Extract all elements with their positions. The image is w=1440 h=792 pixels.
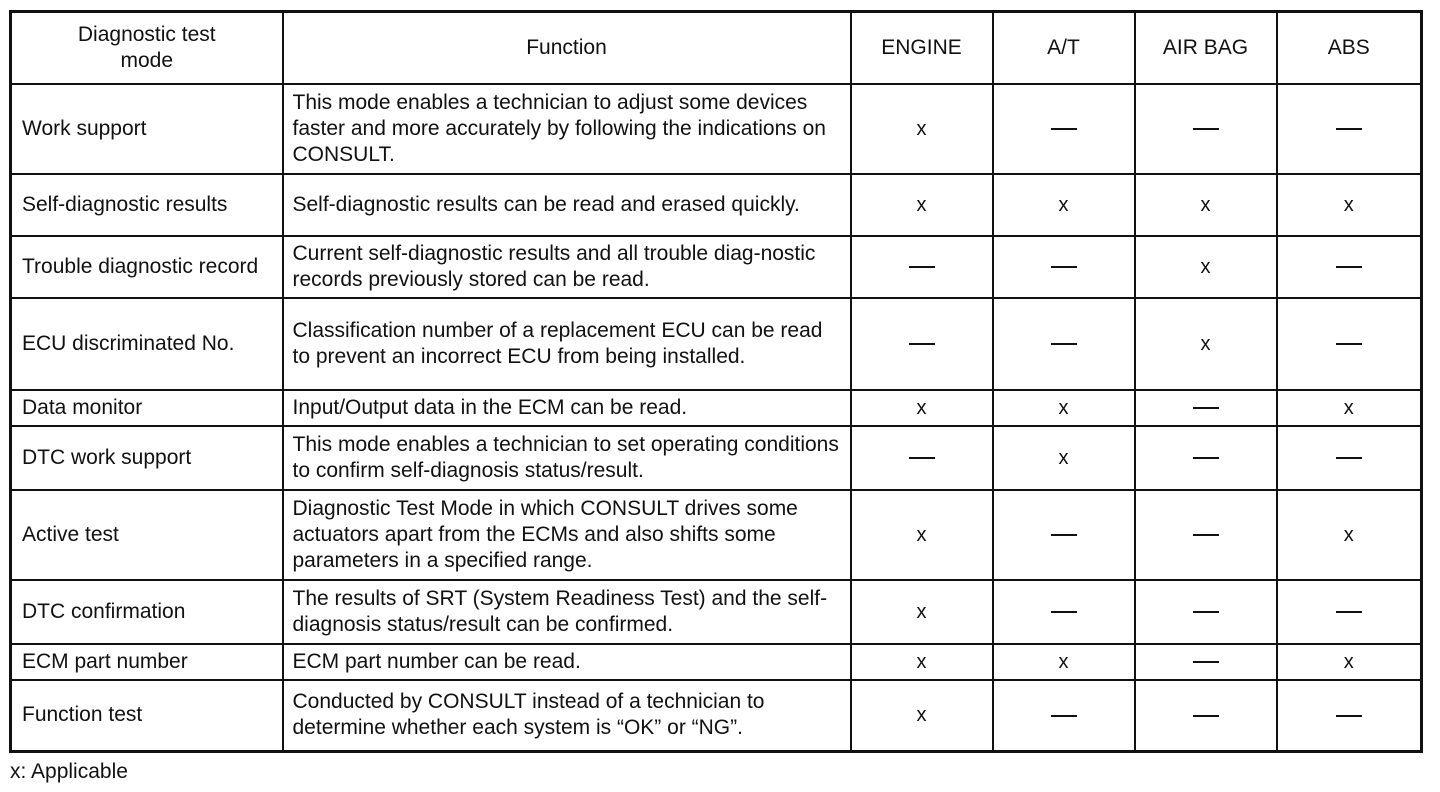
- header-air-bag: AIR BAG: [1135, 12, 1277, 84]
- mode-cell: Data monitor: [11, 390, 283, 426]
- not-applicable-dash: [1336, 128, 1362, 130]
- air-bag-cell: [1135, 426, 1277, 490]
- mode-cell: DTC work support: [11, 426, 283, 490]
- mode-cell: Function test: [11, 680, 283, 752]
- applicable-mark: x: [1200, 332, 1211, 355]
- not-applicable-dash: [1193, 661, 1219, 663]
- header-function: Function: [283, 12, 851, 84]
- function-cell: Current self-diagnostic results and all trouble diag-nostic records previously stored can be read.: [283, 236, 851, 298]
- air-bag-cell: [1135, 174, 1277, 236]
- engine-cell: [851, 490, 993, 580]
- header-diagnostic-test-mode: Diagnostic test mode: [11, 12, 283, 84]
- applicable-mark: x: [916, 704, 927, 727]
- engine-cell: [851, 644, 993, 680]
- mode-cell: ECU discriminated No.: [11, 298, 283, 390]
- table-row: [11, 680, 1422, 752]
- function-cell: Conducted by CONSULT instead of a technician to determine whether each system is “OK” or “NG”.: [283, 680, 851, 752]
- not-applicable-dash: [1051, 266, 1077, 268]
- abs-cell: [1277, 490, 1422, 580]
- air-bag-cell: [1135, 390, 1277, 426]
- not-applicable-dash: [1193, 128, 1219, 130]
- not-applicable-dash: [1193, 407, 1219, 409]
- engine-cell: [851, 174, 993, 236]
- air-bag-cell: [1135, 644, 1277, 680]
- engine-cell: [851, 680, 993, 752]
- engine-cell: [851, 84, 993, 174]
- applicable-mark: x: [1343, 193, 1354, 216]
- applicable-mark: x: [1343, 523, 1354, 546]
- applicable-mark: x: [1343, 396, 1354, 419]
- applicable-mark: x: [916, 523, 927, 546]
- applicable-mark: x: [916, 396, 927, 419]
- air-bag-cell: [1135, 236, 1277, 298]
- not-applicable-dash: [1051, 715, 1077, 717]
- abs-cell: [1277, 644, 1422, 680]
- not-applicable-dash: [909, 266, 935, 268]
- not-applicable-dash: [1051, 343, 1077, 345]
- air-bag-cell: [1135, 490, 1277, 580]
- at-cell: [993, 490, 1135, 580]
- header-engine: ENGINE: [851, 12, 993, 84]
- header-at: A/T: [993, 12, 1135, 84]
- function-cell: ECM part number can be read.: [283, 644, 851, 680]
- at-cell: [993, 390, 1135, 426]
- mode-cell: Self-diagnostic results: [11, 174, 283, 236]
- abs-cell: [1277, 298, 1422, 390]
- header-row: [11, 12, 1422, 84]
- applicable-mark: x: [916, 650, 927, 673]
- abs-cell: [1277, 236, 1422, 298]
- mode-cell: Work support: [11, 84, 283, 174]
- engine-cell: [851, 298, 993, 390]
- at-cell: [993, 680, 1135, 752]
- applicable-mark: x: [1058, 193, 1069, 216]
- applicable-mark: x: [916, 600, 927, 623]
- abs-cell: [1277, 580, 1422, 644]
- table-row: [11, 490, 1422, 580]
- applicable-mark: x: [916, 193, 927, 216]
- abs-cell: [1277, 84, 1422, 174]
- table-row: [11, 644, 1422, 680]
- abs-cell: [1277, 680, 1422, 752]
- applicable-mark: x: [916, 117, 927, 140]
- at-cell: [993, 84, 1135, 174]
- not-applicable-dash: [1193, 534, 1219, 536]
- mode-cell: DTC confirmation: [11, 580, 283, 644]
- function-cell: Input/Output data in the ECM can be read.: [283, 390, 851, 426]
- function-cell: Self-diagnostic results can be read and erased quickly.: [283, 174, 851, 236]
- at-cell: [993, 644, 1135, 680]
- function-cell: Diagnostic Test Mode in which CONSULT drives some actuators apart from the ECMs and also shifts some parameters in a specified range.: [283, 490, 851, 580]
- applicable-mark: x: [1058, 446, 1069, 469]
- air-bag-cell: [1135, 680, 1277, 752]
- applicable-mark: x: [1058, 396, 1069, 419]
- at-cell: [993, 426, 1135, 490]
- legend-note: x: Applicable: [10, 760, 128, 783]
- function-cell: This mode enables a technician to adjust some devices faster and more accurately by following the indications on CONSULT.: [283, 84, 851, 174]
- applicable-mark: x: [1343, 650, 1354, 673]
- applicable-mark: x: [1200, 193, 1211, 216]
- air-bag-cell: [1135, 580, 1277, 644]
- abs-cell: [1277, 390, 1422, 426]
- function-cell: This mode enables a technician to set operating conditions to confirm self-diagnosis status/result.: [283, 426, 851, 490]
- applicable-mark: x: [1200, 255, 1211, 278]
- table-row: [11, 84, 1422, 174]
- diagnostic-mode-table: [9, 10, 1423, 753]
- not-applicable-dash: [1336, 715, 1362, 717]
- applicable-mark: x: [1058, 650, 1069, 673]
- not-applicable-dash: [1336, 343, 1362, 345]
- header-abs: ABS: [1277, 12, 1422, 84]
- engine-cell: [851, 390, 993, 426]
- at-cell: [993, 580, 1135, 644]
- not-applicable-dash: [1051, 534, 1077, 536]
- function-cell: Classification number of a replacement ECU can be read to prevent an incorrect ECU from being installed.: [283, 298, 851, 390]
- table-row: [11, 298, 1422, 390]
- abs-cell: [1277, 426, 1422, 490]
- not-applicable-dash: [1051, 128, 1077, 130]
- mode-cell: Trouble diagnostic record: [11, 236, 283, 298]
- not-applicable-dash: [1336, 611, 1362, 613]
- not-applicable-dash: [1336, 266, 1362, 268]
- engine-cell: [851, 236, 993, 298]
- not-applicable-dash: [1051, 611, 1077, 613]
- at-cell: [993, 174, 1135, 236]
- air-bag-cell: [1135, 298, 1277, 390]
- table-row: [11, 236, 1422, 298]
- table-row: [11, 580, 1422, 644]
- not-applicable-dash: [909, 343, 935, 345]
- air-bag-cell: [1135, 84, 1277, 174]
- not-applicable-dash: [1193, 715, 1219, 717]
- abs-cell: [1277, 174, 1422, 236]
- mode-cell: Active test: [11, 490, 283, 580]
- not-applicable-dash: [909, 457, 935, 459]
- mode-cell: ECM part number: [11, 644, 283, 680]
- table-row: [11, 426, 1422, 490]
- engine-cell: [851, 580, 993, 644]
- not-applicable-dash: [1193, 457, 1219, 459]
- table-body: [11, 84, 1422, 752]
- table-row: [11, 174, 1422, 236]
- at-cell: [993, 236, 1135, 298]
- function-cell: The results of SRT (System Readiness Test) and the self-diagnosis status/result can be confirmed.: [283, 580, 851, 644]
- engine-cell: [851, 426, 993, 490]
- at-cell: [993, 298, 1135, 390]
- not-applicable-dash: [1193, 611, 1219, 613]
- table-row: [11, 390, 1422, 426]
- not-applicable-dash: [1336, 457, 1362, 459]
